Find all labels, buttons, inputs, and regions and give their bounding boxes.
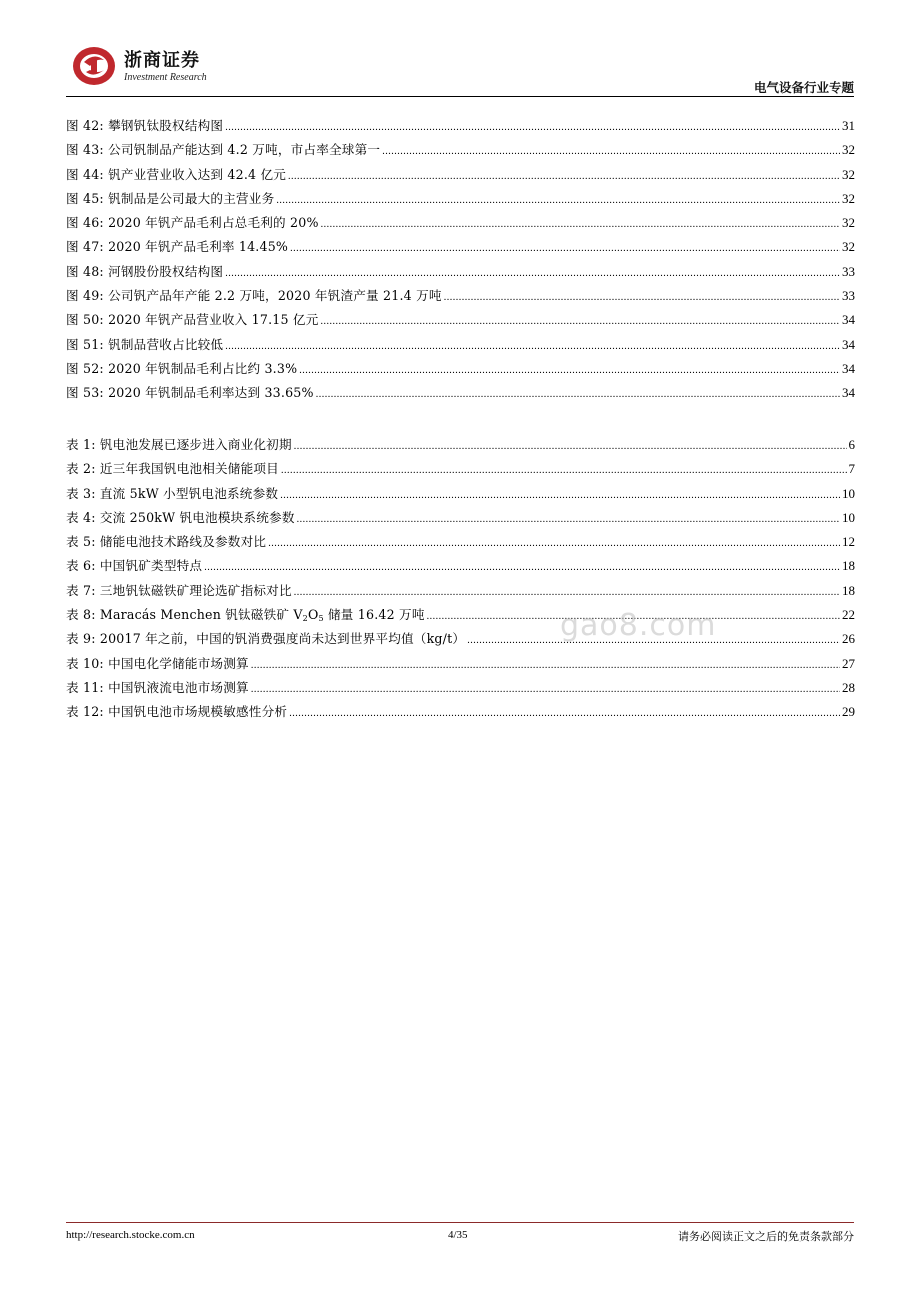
entry-title: 表 1: 钒电池发展已逐步进入商业化初期 — [66, 437, 292, 452]
toc-entry[interactable] — [66, 506, 855, 530]
toc-entry[interactable] — [66, 114, 855, 138]
table-toc-list — [66, 433, 855, 725]
entry-title: 图 53: 2020 年钒制品毛利率达到 33.65% — [66, 385, 314, 401]
entry-page: 34 — [842, 312, 855, 328]
entry-title-suffix: 储量 16.42 万吨 — [323, 607, 425, 623]
dot-leader — [225, 335, 840, 359]
dot-leader — [299, 359, 840, 383]
entry-page: 10 — [842, 485, 855, 501]
entry-page: 28 — [842, 679, 855, 695]
toc-entry[interactable] — [66, 260, 855, 284]
entry-page: 26 — [842, 631, 855, 647]
subscript-5: 5 — [318, 614, 324, 624]
dot-leader — [294, 581, 840, 605]
toc-entry[interactable] — [66, 357, 855, 381]
entry-title: 表 5: 储能电池技术路线及参数对比 — [66, 534, 267, 550]
entry-title: 表 9: 20017 年之前，中国的钒消费强度尚未达到世界平均值（kg/t） — [66, 631, 466, 647]
entry-page: 34 — [842, 336, 855, 352]
entry-page: 6 — [848, 437, 855, 452]
entry-title: 表 4: 交流 250kW 钒电池模块系统参数 — [66, 509, 295, 525]
dot-leader — [444, 286, 840, 310]
entry-page: 12 — [842, 534, 855, 550]
dot-leader — [280, 484, 840, 508]
dot-leader — [268, 532, 840, 556]
entry-page: 33 — [842, 263, 855, 279]
footer-divider — [66, 1222, 854, 1223]
toc-entry[interactable] — [66, 381, 855, 405]
dot-leader — [251, 654, 840, 678]
dot-leader — [204, 556, 840, 580]
entry-title: 图 42: 攀钢钒钛股权结构图 — [66, 118, 224, 133]
entry-page: 10 — [842, 509, 855, 525]
entry-title: 图 50: 2020 年钒产品营业收入 17.15 亿元 — [66, 312, 319, 328]
entry-title: 图 43: 公司钒制品产能达到 4.2 万吨，市占率全球第一 — [66, 142, 381, 158]
toc-entry[interactable] — [66, 482, 855, 506]
brand-name: 浙商证券 — [124, 50, 200, 71]
entry-page: 32 — [842, 190, 855, 206]
dot-leader — [321, 213, 840, 237]
entry-title: 表 3: 直流 5kW 小型钒电池系统参数 — [66, 485, 279, 501]
entry-title: 图 51: 钒制品营收占比较低 — [66, 336, 224, 352]
dot-leader — [281, 459, 847, 483]
dot-leader — [225, 262, 840, 286]
entry-title: 图 47: 2020 年钒产品毛利率 14.45% — [66, 239, 289, 255]
header-divider — [66, 96, 854, 97]
watermark: gao8.com — [560, 608, 717, 643]
dot-leader — [290, 237, 840, 261]
toc-entry[interactable] — [66, 308, 855, 332]
toc-entry[interactable] — [66, 603, 855, 627]
figure-toc-list — [66, 114, 855, 406]
toc-entry[interactable] — [66, 333, 855, 357]
page-number: 4/35 — [448, 1229, 468, 1241]
entry-title: 表 12: 中国钒电池市场规模敏感性分析 — [66, 704, 288, 720]
dot-leader — [288, 165, 840, 189]
entry-page: 32 — [842, 166, 855, 182]
oxide-letter: O — [307, 607, 319, 623]
dot-leader — [321, 310, 840, 334]
footer-disclaimer: 请务必阅读正文之后的免责条款部分 — [678, 1230, 854, 1243]
entry-page: 32 — [842, 215, 855, 231]
entry-title: 图 48: 河钢股份股权结构图 — [66, 263, 224, 279]
toc-entry[interactable] — [66, 554, 855, 578]
entry-title-prefix: 表 8: Maracás Menchen 钒钛磁铁矿 V — [66, 607, 303, 623]
dot-leader — [276, 189, 840, 213]
dot-leader — [297, 508, 840, 532]
entry-page: 27 — [842, 655, 855, 671]
toc-entry[interactable] — [66, 530, 855, 554]
entry-page: 18 — [842, 582, 855, 598]
entry-title: 图 46: 2020 年钒产品毛利占总毛利的 20% — [66, 215, 319, 231]
dot-leader — [316, 383, 840, 407]
page-header — [0, 0, 920, 100]
toc-entry[interactable] — [66, 433, 855, 457]
entry-title: 图 52: 2020 年钒制品毛利占比约 3.3% — [66, 360, 298, 376]
entry-page: 34 — [842, 385, 855, 401]
entry-page: 32 — [842, 239, 855, 255]
toc-entry[interactable] — [66, 457, 855, 481]
dot-leader — [251, 678, 840, 702]
entry-title: 图 49: 公司钒产品年产能 2.2 万吨，2020 年钒渣产量 21.4 万吨 — [66, 288, 442, 304]
entry-page: 31 — [842, 118, 855, 133]
toc-entry[interactable] — [66, 676, 855, 700]
stocke-logo-icon — [72, 44, 118, 86]
toc-entry[interactable] — [66, 187, 855, 211]
toc-entry[interactable] — [66, 627, 855, 651]
toc-entry[interactable] — [66, 211, 855, 235]
entry-page: 34 — [842, 360, 855, 376]
dot-leader — [225, 116, 840, 140]
entry-title: 表 10: 中国电化学储能市场测算 — [66, 655, 249, 671]
toc-entry[interactable] — [66, 579, 855, 603]
entry-page: 18 — [842, 558, 855, 574]
toc-entry[interactable] — [66, 235, 855, 259]
entry-title: 表 6: 中国钒矿类型特点 — [66, 558, 203, 574]
entry-page: 7 — [848, 461, 855, 477]
toc-entry[interactable] — [66, 163, 855, 187]
toc-entry[interactable] — [66, 700, 855, 724]
entry-title: 表 7: 三地钒钛磁铁矿理论选矿指标对比 — [66, 582, 292, 598]
toc-entry[interactable] — [66, 284, 855, 308]
dot-leader — [382, 140, 840, 164]
entry-title: 表 2: 近三年我国钒电池相关储能项目 — [66, 461, 279, 477]
entry-page: 33 — [842, 288, 855, 304]
entry-title: 表 11: 中国钒液流电池市场测算 — [66, 679, 249, 695]
brand-subtitle: Investment Research — [124, 72, 207, 83]
entry-page: 22 — [842, 607, 855, 623]
footer-url-link[interactable]: http://research.stocke.com.cn — [66, 1229, 195, 1241]
entry-title: 图 44: 钒产业营业收入达到 42.4 亿元 — [66, 166, 287, 182]
dot-leader — [294, 435, 847, 459]
entry-page: 32 — [842, 142, 855, 158]
subscript-2: 2 — [302, 614, 308, 624]
toc-entry[interactable] — [66, 138, 855, 162]
entry-page: 29 — [842, 704, 855, 720]
dot-leader — [289, 702, 840, 726]
entry-title: 图 45: 钒制品是公司最大的主营业务 — [66, 190, 275, 206]
toc-entry[interactable] — [66, 652, 855, 676]
report-category: 电气设备行业专题 — [753, 80, 854, 95]
